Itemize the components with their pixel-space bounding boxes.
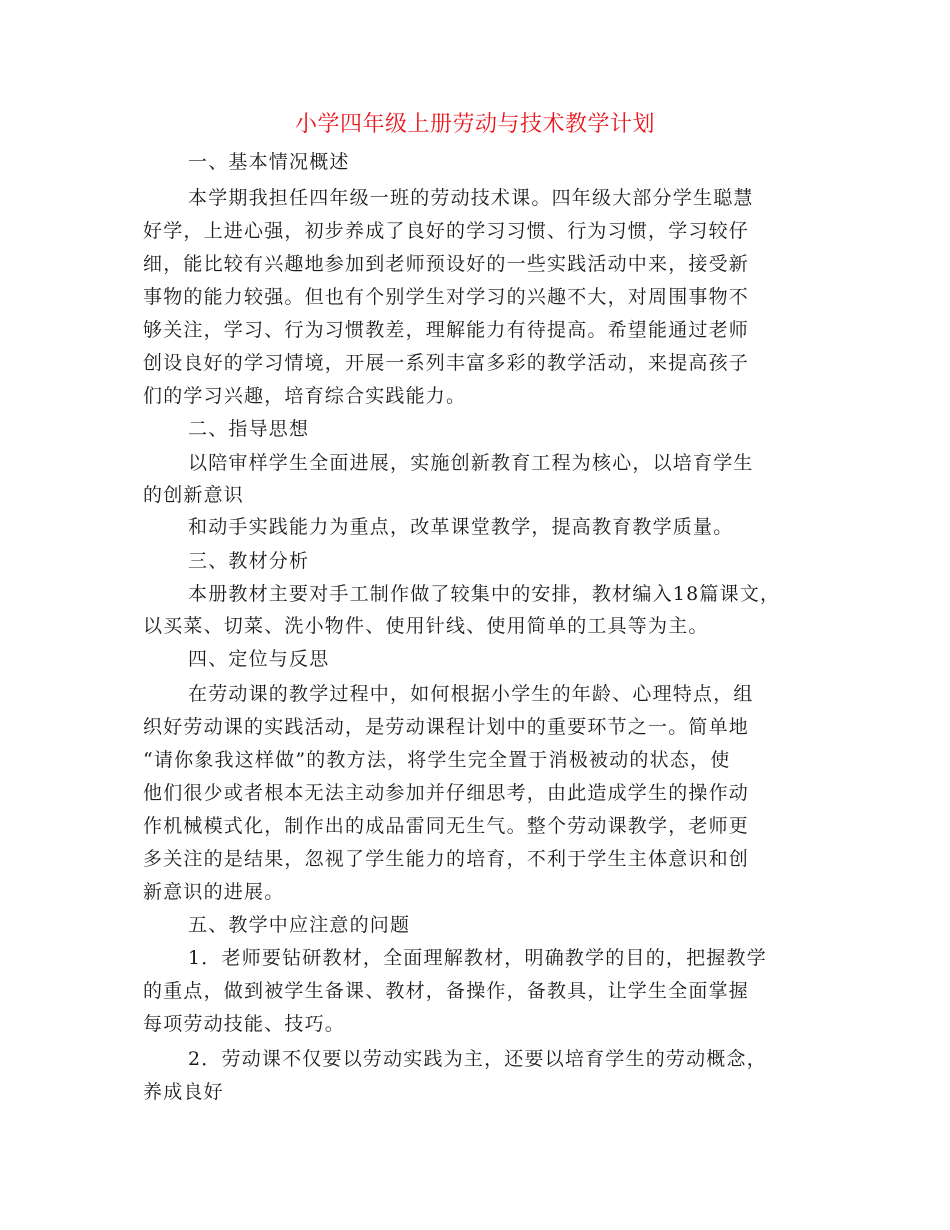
document-title: 小学四年级上册劳动与技术教学计划 [294, 112, 655, 137]
heading-basic-situation: 一、基本情况概述 [188, 151, 350, 173]
heading-positioning-reflection: 四、定位与反思 [188, 648, 330, 670]
paragraph-line: 以买菜、切菜、洗小物件、使用针线、使用简单的工具等为主。 [143, 615, 709, 637]
paragraph-line: 每项劳动技能、技巧。 [143, 1013, 346, 1035]
paragraph-line: 们的学习兴趣，培育综合实践能力。 [143, 385, 467, 407]
paragraph-line: 织好劳动课的实践活动，是劳动课程计划中的重要环节之一。简单地 [143, 716, 750, 738]
paragraph-line: 的重点，做到被学生备课、教材，备操作，备教具，让学生全面掌握 [143, 980, 750, 1002]
paragraph-line: 本册教材主要对手工制作做了较集中的安排，教材编入18篇课文， [188, 583, 781, 605]
paragraph-line: 他们很少或者根本无法主动参加并仔细思考，由此造成学生的操作动 [143, 782, 750, 804]
paragraph-line: 2．劳动课不仅要以劳动实践为主，还要以培育学生的劳动概念， [188, 1048, 767, 1070]
paragraph-line: 和动手实践能力为重点，改革课堂教学，提高教育教学质量。 [188, 516, 734, 538]
paragraph-line: “请你象我这样做”的教方法，将学生完全置于消极被动的状态，使 [143, 749, 731, 771]
heading-textbook-analysis: 三、教材分析 [188, 550, 310, 572]
paragraph-line: 养成良好 [143, 1081, 224, 1103]
paragraph-line: 够关注，学习、行为习惯教差，理解能力有待提高。希望能通过老师 [143, 319, 750, 341]
heading-guiding-thought: 二、指导思想 [188, 418, 310, 440]
paragraph-line: 1．老师要钻研教材，全面理解教材，明确教学的目的，把握教学 [188, 947, 767, 969]
paragraph-line: 新意识的进展。 [143, 881, 285, 903]
paragraph-line: 作机械模式化，制作出的成品雷同无生气。整个劳动课教学，老师更 [143, 815, 750, 837]
paragraph-line: 的创新意识 [143, 484, 245, 506]
paragraph-line: 以陪审样学生全面进展，实施创新教育工程为核心，以培育学生 [188, 452, 754, 474]
heading-teaching-notes: 五、教学中应注意的问题 [188, 914, 411, 936]
paragraph-line: 本学期我担任四年级一班的劳动技术课。四年级大部分学生聪慧 [188, 187, 754, 209]
paragraph-line: 事物的能力较强。但也有个别学生对学习的兴趣不大，对周围事物不 [143, 286, 750, 308]
paragraph-line: 在劳动课的教学过程中，如何根据小学生的年龄、心理特点，组 [188, 683, 754, 705]
paragraph-line: 创设良好的学习情境，开展一系列丰富多彩的教学活动，来提高孩子 [143, 352, 750, 374]
paragraph-line: 好学，上进心强，初步养成了良好的学习习惯、行为习惯，学习较仔 [143, 220, 750, 242]
paragraph-line: 细，能比较有兴趣地参加到老师预设好的一些实践活动中来，接受新 [143, 253, 750, 275]
paragraph-line: 多关注的是结果，忽视了学生能力的培育，不利于学生主体意识和创 [143, 848, 750, 870]
